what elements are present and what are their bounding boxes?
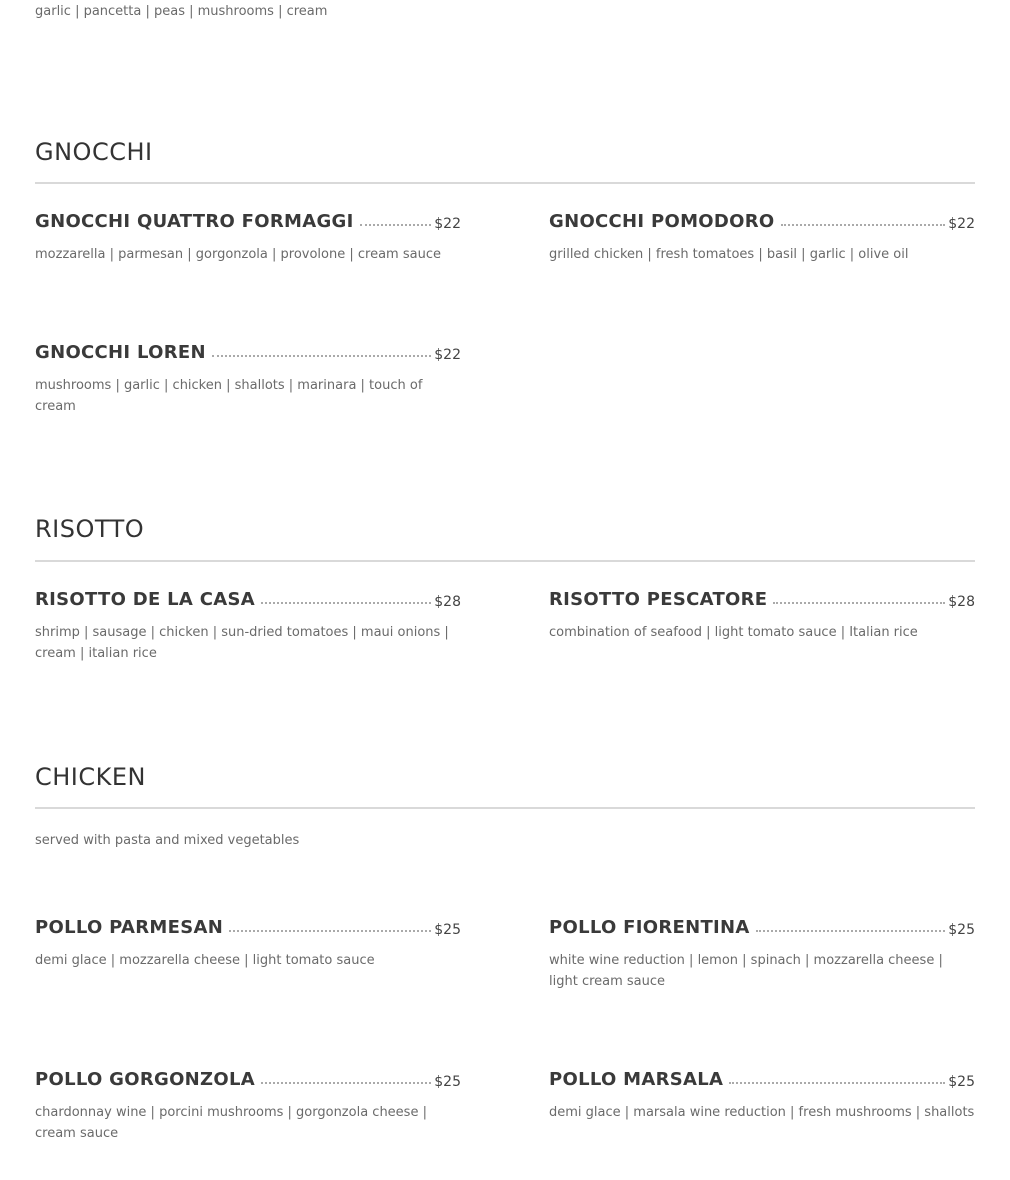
dot-leader xyxy=(229,929,431,932)
menu-item-description: grilled chicken | fresh tomatoes | basil | garlic | olive oil xyxy=(549,247,909,262)
menu-item-name: GNOCCHI QUATTRO FORMAGGI xyxy=(35,211,354,232)
menu-item xyxy=(35,1062,461,1144)
section-title-chicken: CHICKEN xyxy=(35,763,146,791)
dot-leader xyxy=(773,601,945,604)
menu-item xyxy=(35,335,461,417)
dot-leader xyxy=(261,1081,431,1084)
section-divider xyxy=(35,182,975,184)
dot-leader xyxy=(360,223,432,226)
menu-item xyxy=(549,204,975,265)
menu-item-price: $28 xyxy=(434,594,461,610)
section-title-gnocchi: GNOCCHI xyxy=(35,138,153,166)
menu-item-name: POLLO MARSALA xyxy=(549,1069,724,1090)
menu-item-description: white wine reduction | lemon | spinach | mozzarella cheese | light cream sauce xyxy=(549,953,943,989)
menu-item-price: $25 xyxy=(434,922,461,938)
menu-item-price: $22 xyxy=(948,216,975,232)
dot-leader xyxy=(781,223,946,226)
menu-item-name: GNOCCHI POMODORO xyxy=(549,211,775,232)
menu-item-price: $22 xyxy=(434,347,461,363)
menu-item-price: $25 xyxy=(948,1074,975,1090)
menu-item xyxy=(549,910,975,992)
menu-item-description: combination of seafood | light tomato sauce | Italian rice xyxy=(549,625,918,640)
section-divider xyxy=(35,560,975,562)
menu-item xyxy=(35,910,461,971)
menu-item-name: RISOTTO PESCATORE xyxy=(549,589,768,610)
section-note: served with pasta and mixed vegetables xyxy=(35,833,300,848)
section-title-risotto: RISOTTO xyxy=(35,515,145,543)
menu-item-description: chardonnay wine | porcini mushrooms | gorgonzola cheese | cream sauce xyxy=(35,1105,427,1141)
menu-item-name: POLLO FIORENTINA xyxy=(549,917,750,938)
menu-item-price: $25 xyxy=(948,922,975,938)
dot-leader xyxy=(212,354,431,357)
menu-item-description: shrimp | sausage | chicken | sun-dried tomatoes | maui onions | cream | italian rice xyxy=(35,625,449,661)
menu-item xyxy=(35,204,461,265)
menu-item-description: mushrooms | garlic | chicken | shallots | marinara | touch of cream xyxy=(35,378,423,414)
menu-item-price: $28 xyxy=(948,594,975,610)
menu-item-price: $25 xyxy=(434,1074,461,1090)
menu-item-description: mozzarella | parmesan | gorgonzola | provolone | cream sauce xyxy=(35,247,441,262)
menu-item-name: POLLO PARMESAN xyxy=(35,917,224,938)
previous-item-description: garlic | pancetta | peas | mushrooms | cream xyxy=(35,4,328,19)
dot-leader xyxy=(729,1081,945,1084)
section-divider xyxy=(35,807,975,809)
menu-item xyxy=(549,1062,975,1123)
menu-item-name: POLLO GORGONZOLA xyxy=(35,1069,255,1090)
menu-item xyxy=(549,582,975,643)
menu-item-description: demi glace | mozzarella cheese | light tomato sauce xyxy=(35,953,375,968)
menu-item-price: $22 xyxy=(434,216,461,232)
menu-item-name: GNOCCHI LOREN xyxy=(35,342,206,363)
menu-item-description: demi glace | marsala wine reduction | fresh mushrooms | shallots xyxy=(549,1105,975,1120)
menu-item xyxy=(35,582,461,664)
dot-leader xyxy=(756,929,946,932)
dot-leader xyxy=(261,601,431,604)
menu-item-name: RISOTTO DE LA CASA xyxy=(35,589,255,610)
